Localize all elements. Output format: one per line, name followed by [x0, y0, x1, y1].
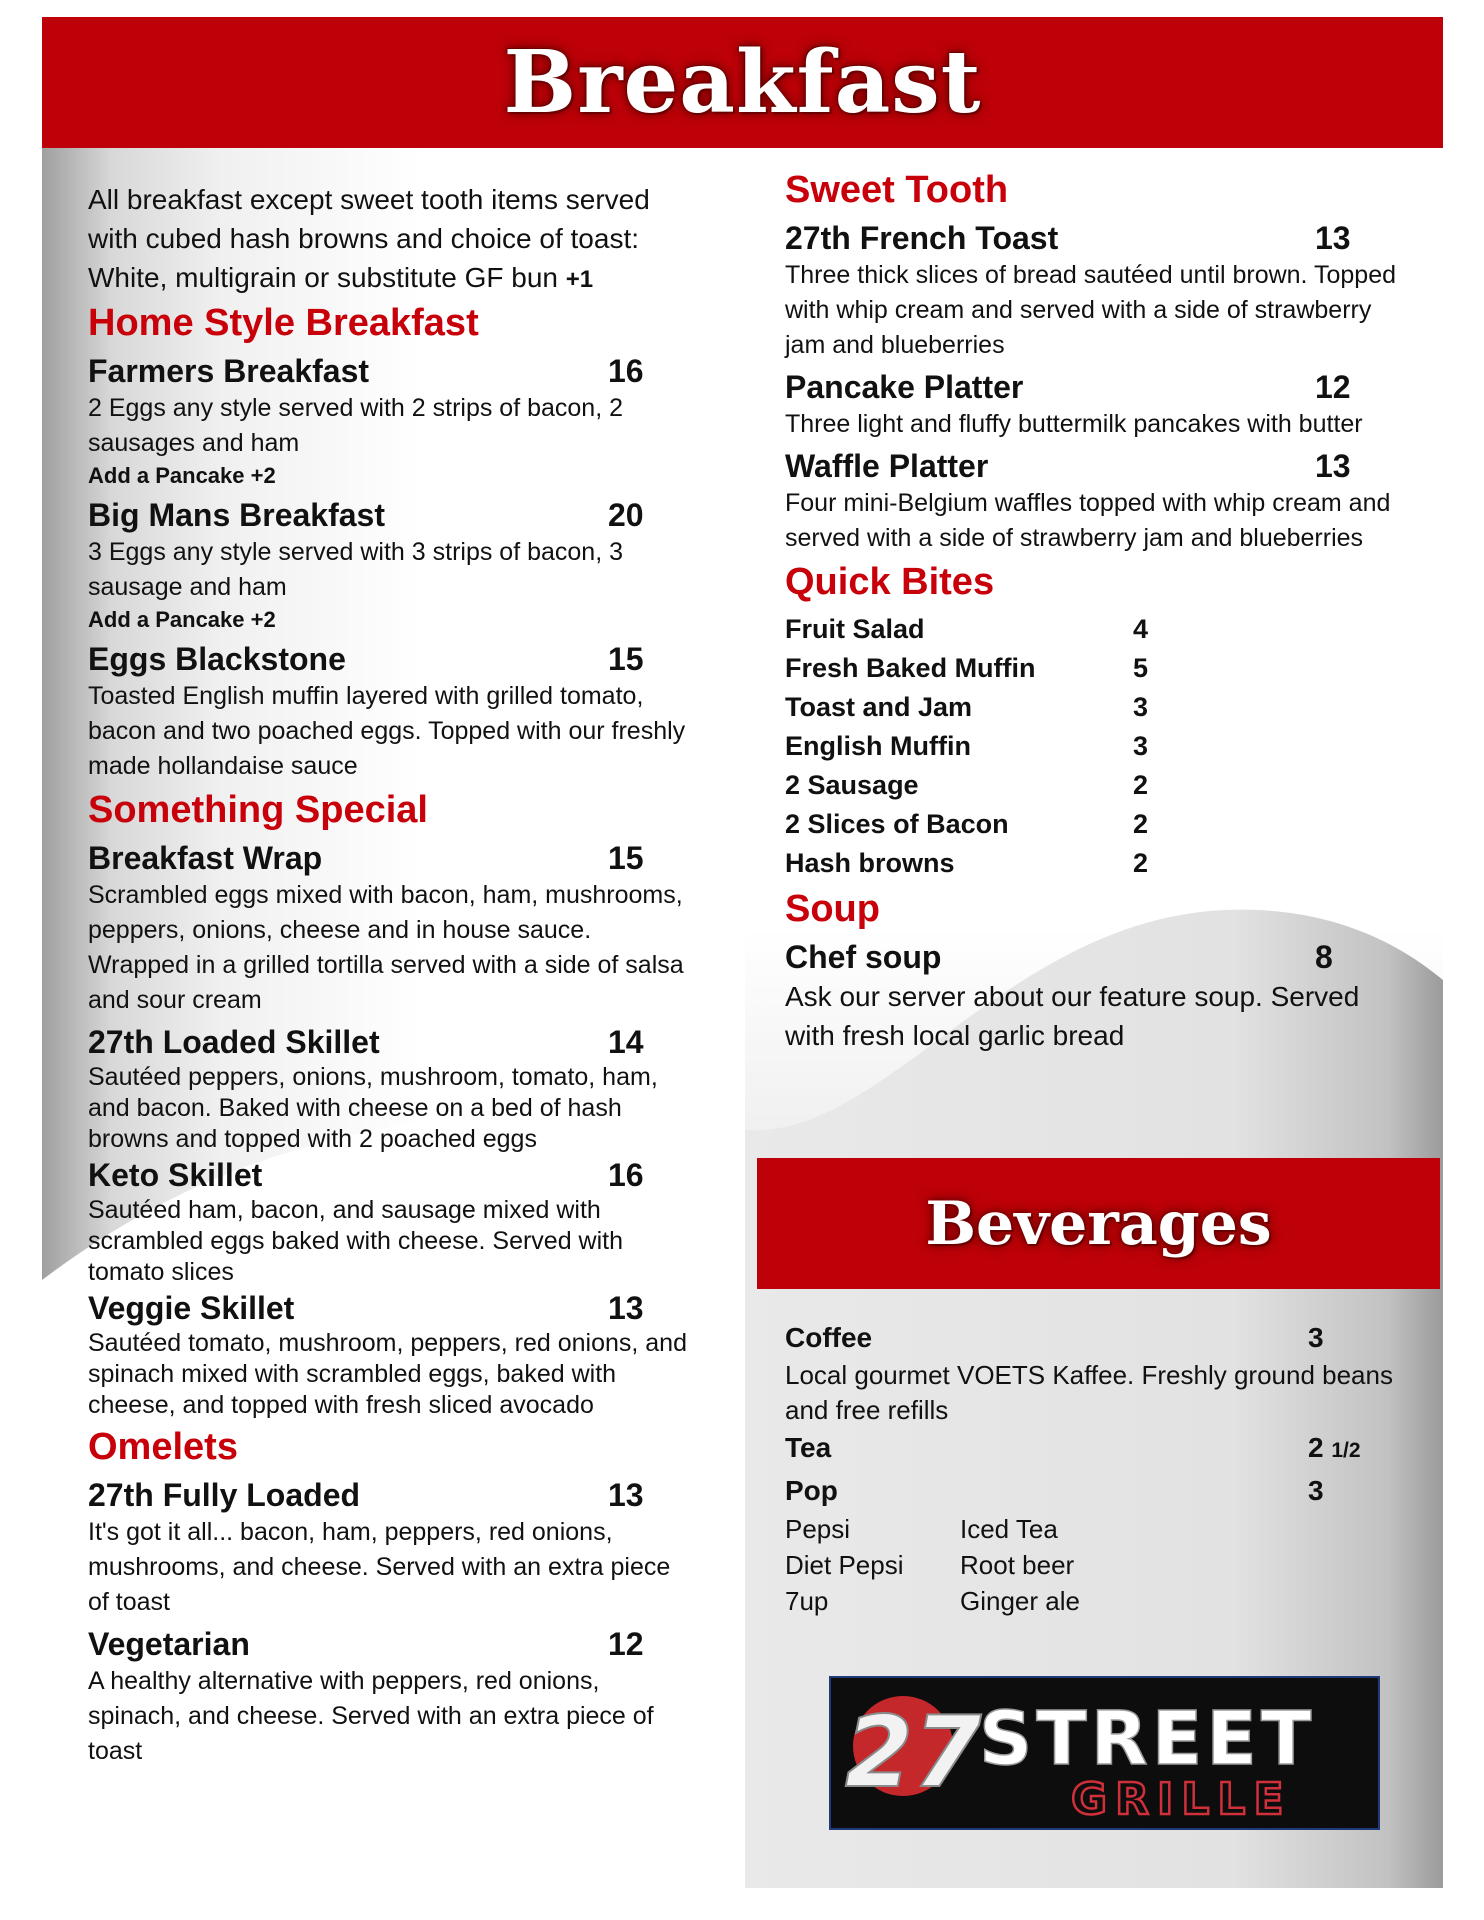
menu-item — [785, 1428, 1405, 1471]
item-name: Veggie Skillet — [88, 1290, 295, 1326]
list-item — [785, 844, 1405, 883]
menu-item — [88, 1288, 698, 1328]
logo-sub: GRILLE — [1071, 1774, 1292, 1825]
item-price: 4 — [1133, 614, 1149, 644]
pop-option: Diet Pepsi — [785, 1550, 904, 1580]
item-description: Sautéed peppers, onions, mushroom, tomato, ham, and bacon. Baked with cheese on a bed of hash browns and topped with 2 poached eggs — [88, 1063, 658, 1153]
item-price: 3 — [1133, 731, 1149, 761]
list-item — [785, 649, 1405, 688]
section-title-quick-bites: Quick Bites — [785, 561, 995, 603]
item-name: Vegetarian — [88, 1626, 250, 1662]
item-price: 3 — [1308, 1475, 1324, 1506]
item-name: Chef soup — [785, 939, 942, 975]
item-price: 14 — [608, 1024, 644, 1060]
item-name: Waffle Platter — [785, 448, 989, 484]
menu-item — [785, 1471, 1405, 1511]
item-description: Local gourmet VOETS Kaffee. Freshly ground beans and free refills — [785, 1360, 1393, 1425]
item-name: Pancake Platter — [785, 369, 1024, 405]
beverages-title: Beverages — [925, 1188, 1272, 1259]
pop-option: Iced Tea — [960, 1514, 1058, 1544]
item-name: Breakfast Wrap — [88, 840, 323, 876]
item-name: Fresh Baked Muffin — [785, 653, 1036, 683]
item-price: 15 — [608, 840, 644, 876]
item-name: Hash browns — [785, 848, 955, 878]
item-price: 3 — [1308, 1322, 1324, 1353]
item-description: Scrambled eggs mixed with bacon, ham, mushrooms, peppers, onions, cheese and in house sauce. Wrapped in a grilled tortilla served with a side of salsa and sour cream — [88, 881, 684, 1014]
pop-option: Root beer — [960, 1550, 1075, 1580]
item-addon: Add a Pancake +2 — [88, 463, 276, 488]
menu-item — [88, 838, 698, 878]
item-addon: Add a Pancake +2 — [88, 607, 276, 632]
logo-word: STREET — [979, 1696, 1316, 1782]
item-price: 15 — [608, 641, 644, 677]
item-price: 12 — [1315, 369, 1351, 405]
item-description: Ask our server about our feature soup. Served with fresh local garlic bread — [785, 981, 1360, 1051]
item-price: 2 — [1133, 848, 1149, 878]
list-item — [785, 610, 1405, 649]
restaurant-logo — [829, 1676, 1380, 1830]
item-description: Three light and fluffy buttermilk pancakes with butter — [785, 410, 1363, 438]
item-description: 3 Eggs any style served with 3 strips of bacon, 3 sausage and ham — [88, 538, 623, 601]
intro-note — [88, 180, 698, 299]
menu-item — [88, 1155, 698, 1195]
item-description: 2 Eggs any style served with 2 strips of bacon, 2 sausages and ham — [88, 394, 623, 457]
item-price: 13 — [1315, 220, 1351, 256]
item-name: 27th Fully Loaded — [88, 1477, 361, 1513]
item-price: 16 — [608, 353, 644, 389]
logo-number: 27 — [845, 1696, 982, 1810]
item-price: 13 — [608, 1477, 644, 1513]
menu-item — [88, 351, 698, 391]
item-name: Farmers Breakfast — [88, 353, 370, 389]
section-title-soup: Soup — [785, 888, 880, 930]
item-name: Tea — [785, 1432, 832, 1463]
intro-text: All breakfast except sweet tooth items served with cubed hash browns and choice of toast: White, multigrain or substitute GF bun — [88, 184, 650, 293]
item-description: Three thick slices of bread sautéed until brown. Topped with whip cream and served with a side of strawberry jam and blueberries — [785, 261, 1397, 359]
menu-item — [88, 1475, 698, 1515]
item-name: 27th Loaded Skillet — [88, 1024, 380, 1060]
menu-item — [785, 218, 1405, 258]
price-fraction: 1/2 — [1331, 1439, 1361, 1462]
list-item — [785, 766, 1405, 805]
menu-item — [88, 1624, 698, 1664]
item-price: 2 — [1133, 809, 1149, 839]
item-price: 8 — [1315, 939, 1333, 975]
item-name: Coffee — [785, 1322, 873, 1353]
list-item — [785, 688, 1405, 727]
menu-item — [785, 1318, 1405, 1358]
item-name: Pop — [785, 1475, 838, 1506]
item-price: 12 — [608, 1626, 644, 1662]
item-name: 2 Sausage — [785, 770, 919, 800]
item-name: Toast and Jam — [785, 692, 973, 722]
menu-item — [785, 367, 1405, 407]
item-name: 27th French Toast — [785, 220, 1059, 256]
menu-item — [88, 1022, 698, 1062]
item-price: 16 — [608, 1157, 644, 1193]
quick-bites-list — [785, 610, 1405, 883]
item-description: Four mini-Belgium waffles topped with whip cream and served with a side of strawberry jam and blueberries — [785, 489, 1391, 552]
section-title-something-special: Something Special — [88, 789, 428, 831]
right-menu-column — [785, 168, 1405, 1059]
item-price: 13 — [608, 1290, 644, 1326]
intro-surcharge: +1 — [565, 266, 594, 293]
list-item — [785, 805, 1405, 844]
section-title-home-style: Home Style Breakfast — [88, 302, 479, 344]
section-title-omelets: Omelets — [88, 1426, 238, 1468]
item-price: 3 — [1133, 692, 1149, 722]
item-price: 13 — [1315, 448, 1351, 484]
menu-item — [785, 446, 1405, 486]
item-description: It's got it all... bacon, ham, peppers, red onions, mushrooms, and cheese. Served with an extra piece of toast — [88, 1518, 671, 1616]
item-price: 2 — [1133, 770, 1149, 800]
price-whole: 2 — [1308, 1432, 1324, 1463]
pop-option: 7up — [785, 1586, 829, 1616]
list-item — [785, 727, 1405, 766]
menu-item — [88, 639, 698, 679]
item-description: A healthy alternative with peppers, red onions, spinach, and cheese. Served with an extra piece of toast — [88, 1667, 654, 1765]
logo-graphic — [831, 1678, 1378, 1828]
item-description: Sautéed ham, bacon, and sausage mixed with scrambled eggs baked with cheese. Served with tomato slices — [88, 1196, 624, 1286]
menu-item — [785, 937, 1405, 977]
item-name: Big Mans Breakfast — [88, 497, 385, 533]
item-description: Toasted English muffin layered with grilled tomato, bacon and two poached eggs. Topped with our freshly made hollandaise sauce — [88, 682, 686, 780]
beverages-banner — [757, 1158, 1440, 1289]
item-price: 5 — [1133, 653, 1149, 683]
pop-options — [785, 1511, 1405, 1619]
beverages-list — [785, 1318, 1405, 1619]
pop-option: Ginger ale — [960, 1586, 1080, 1616]
page-title: Breakfast — [503, 32, 982, 133]
item-description: Sautéed tomato, mushroom, peppers, red onions, and spinach mixed with scrambled eggs, baked with cheese, and topped with fresh sliced avocado — [88, 1329, 687, 1419]
item-name: Fruit Salad — [785, 614, 925, 644]
item-name: Eggs Blackstone — [88, 641, 346, 677]
item-price: 20 — [608, 497, 644, 533]
breakfast-banner — [42, 17, 1443, 148]
item-name: English Muffin — [785, 731, 971, 761]
section-title-sweet-tooth: Sweet Tooth — [785, 169, 1009, 211]
item-name: Keto Skillet — [88, 1157, 263, 1193]
item-price — [1308, 1428, 1361, 1471]
pop-option: Pepsi — [785, 1514, 851, 1544]
left-menu-column — [88, 180, 698, 1773]
menu-item — [88, 495, 698, 535]
item-name: 2 Slices of Bacon — [785, 809, 1009, 839]
